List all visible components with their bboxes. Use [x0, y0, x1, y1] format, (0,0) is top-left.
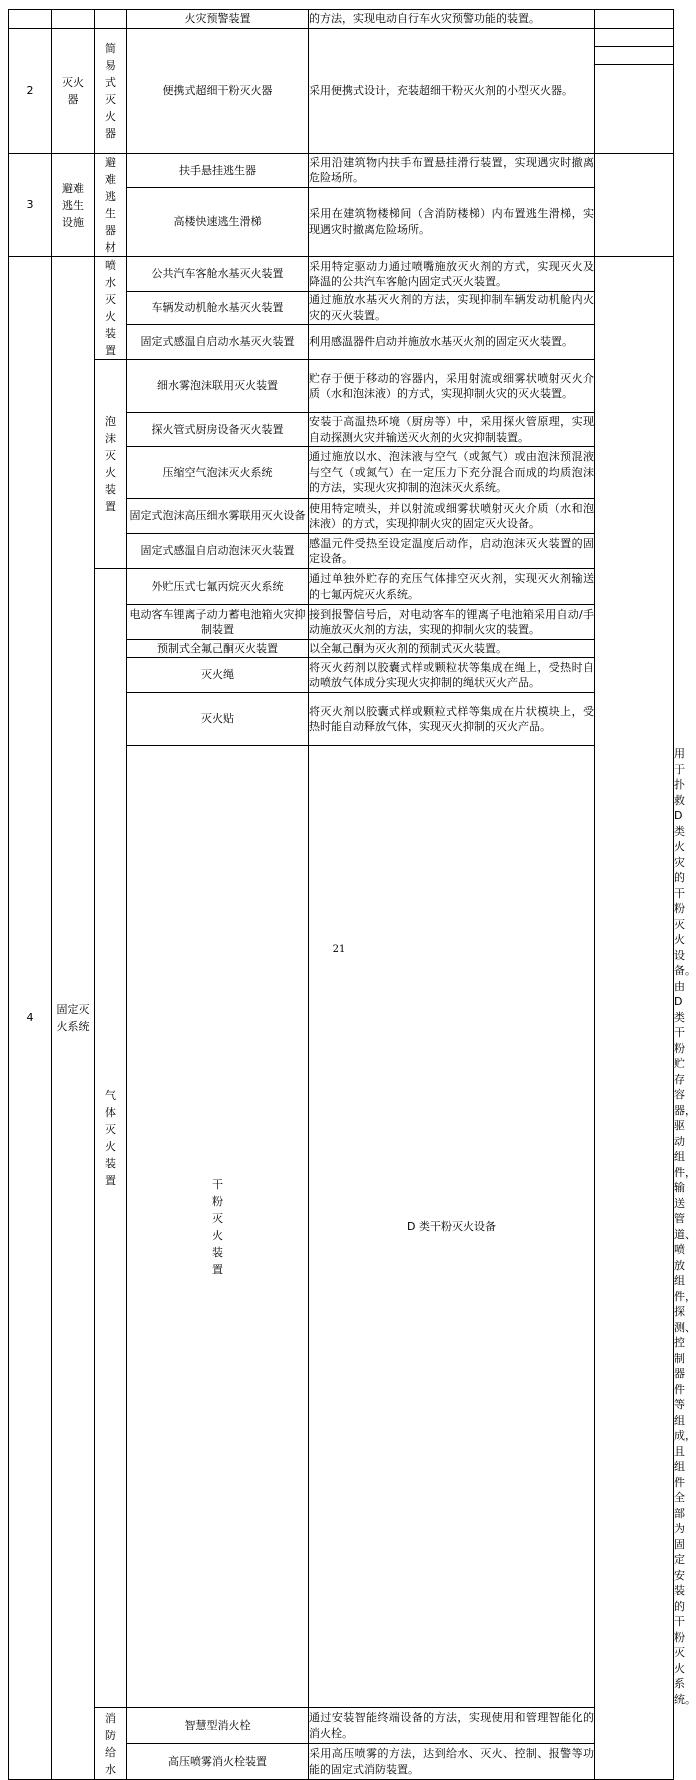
product-description: 通过单独外贮存的充压气体排空灭火剂，实现灭火剂输送的七氟丙烷灭火系统。 [309, 569, 595, 605]
product-description: 采用高压喷雾的方法，达到给水、灭火、控制、报警等功能的固定式消防装置。 [309, 1744, 595, 1780]
product-description: 将灭火药剂以胶囊式样或颗粒状等集成在绳上，受热时自动喷放气体成分实现火灾抑制的绳状灭火产品。 [309, 658, 595, 693]
product-name: 灭火绳 [127, 658, 309, 693]
product-description: 安装于高温热环境（厨房等）中，采用探火管原理，实现自动探测火灾并输送灭火剂的火灾抑制装置。 [309, 413, 595, 447]
product-description: 的方法，实现电动自行车火灾预警功能的装置。 [309, 10, 595, 29]
table-row [9, 29, 674, 154]
product-name: 压缩空气泡沫灭火系统 [127, 447, 309, 499]
product-name: 扶手悬挂逃生器 [127, 154, 309, 188]
subcategory-label: 喷水灭火装置 [105, 259, 116, 357]
subcategory-label: 避难逃生器材 [105, 156, 116, 254]
subcategory-label: 干粉灭火装置 [212, 1177, 223, 1276]
product-description: 以全氟己酮为灭火剂的预制式灭火装置。 [309, 640, 595, 658]
subcategory-label: 消防给水 [105, 1711, 116, 1776]
product-table [8, 9, 696, 1780]
product-description: 接到报警信号后，对电动客车的锂离子电池箱采用自动/手动施放灭火剂的方法，实现的抑制火灾的装置。 [309, 605, 595, 640]
product-name: 便携式超细干粉灭火器 [127, 29, 309, 154]
product-name: 外贮压式七氟丙烷灭火系统 [127, 569, 309, 605]
table-row [9, 10, 674, 29]
product-description: 将灭火剂以胶囊式样或颗粒式样等集成在片状模块上，受热时能自动释放气体，实现灭火抑制的灭火产品。 [309, 693, 595, 746]
category-label: 固定灭火系统 [56, 1003, 90, 1033]
product-name: 车辆发动机舱水基灭火装置 [127, 292, 309, 325]
product-name: 高压喷雾消火栓装置 [127, 1744, 309, 1780]
product-description: 采用沿建筑物内扶手布置悬挂滑行装置，实现遇灾时撤离危险场所。 [309, 154, 595, 188]
table-row [9, 360, 674, 413]
category-label: 灭火器 [62, 76, 84, 106]
product-description: 采用在建筑物楼梯间（含消防楼梯）内布置逃生滑梯，实现遇灾时撤离危险场所。 [309, 187, 595, 256]
item-number: 3 [9, 154, 52, 257]
product-name: 公共汽车客舱水基灭火装置 [127, 257, 309, 292]
subcategory-label: 气体灭火装置 [105, 1089, 116, 1187]
product-name: 高楼快速逃生滑梯 [127, 187, 309, 256]
product-description: 采用便携式设计，充装超细干粉灭火剂的小型灭火器。 [309, 29, 595, 154]
product-description: 通过安装智能终端设备的方法，实现使用和管理智能化的消火栓。 [309, 1708, 595, 1744]
subcategory-label: 简易式灭火器 [105, 42, 116, 140]
table-row [9, 257, 674, 292]
item-number: 4 [9, 257, 52, 1780]
product-name: 固定式感温自启动泡沫灭火装置 [127, 534, 309, 569]
product-description: 通过施放以水、泡沫液与空气（或氮气）或由泡沫预混液与空气（或氮气）在一定压力下充分混合而成的均质泡沫的方法，实现火灾抑制的泡沫灭火系统。 [309, 447, 595, 499]
table-row [9, 154, 674, 188]
product-description: 采用特定驱动力通过喷嘴施放灭火剂的方式，实现灭火及降温的公共汽车客舱内固定式灭火装置。 [309, 257, 595, 292]
category-label: 避难逃生设施 [62, 181, 84, 229]
product-name: 探火管式厨房设备灭火装置 [127, 413, 309, 447]
product-description: 通过施放水基灭火剂的方法，实现抑制车辆发动机舱内火灾的灭火装置。 [309, 292, 595, 325]
product-name: 电动客车锂离子动力蓄电池箱火灾抑制装置 [127, 605, 309, 640]
table-row [9, 1708, 674, 1744]
product-name: 灭火贴 [127, 693, 309, 746]
product-name: 固定式感温自启动水基灭火装置 [127, 324, 309, 359]
table-row [9, 569, 674, 605]
page-number: 21 [332, 944, 346, 955]
product-name: 智慧型消火栓 [127, 1708, 309, 1744]
table-row: 干粉灭火装置 D 类干粉灭火设备 用于扑救 D 类火灾的干粉灭火设备。由 D 类干粉贮存容器，驱动组件，输送管道、喷放组件，探测、控制器件等组成，且组件全部为固定安装的干粉灭火系统。 [9, 746, 674, 1708]
product-name: 细水雾泡沫联用灭火装置 [127, 360, 309, 413]
subcategory-label: 泡沫灭火装置 [105, 415, 116, 513]
product-description: 使用特定喷头，并以射流或细雾状喷射灭火介质（水和泡沫液）的方式，实现抑制火灾的固定灭火设备。 [309, 499, 595, 534]
product-name: 火灾预警装置 [127, 10, 309, 29]
product-name: 预制式全氟己酮灭火装置 [127, 640, 309, 658]
product-description: 贮存于便于移动的容器内，采用射流或细雾状喷射灭火介质（水和泡沫液）的方式，实现抑制火灾的灭火装置。 [309, 360, 595, 413]
item-number: 2 [9, 29, 52, 154]
product-description: 利用感温器件启动并施放水基灭火剂的固定灭火装置。 [309, 324, 595, 359]
product-name: 固定式泡沫高压细水雾联用灭火设备 [127, 499, 309, 534]
product-description: 感温元件受热至设定温度后动作，启动泡沫灭火装置的固定设备。 [309, 534, 595, 569]
product-name: D 类干粉灭火设备 [309, 746, 595, 1708]
